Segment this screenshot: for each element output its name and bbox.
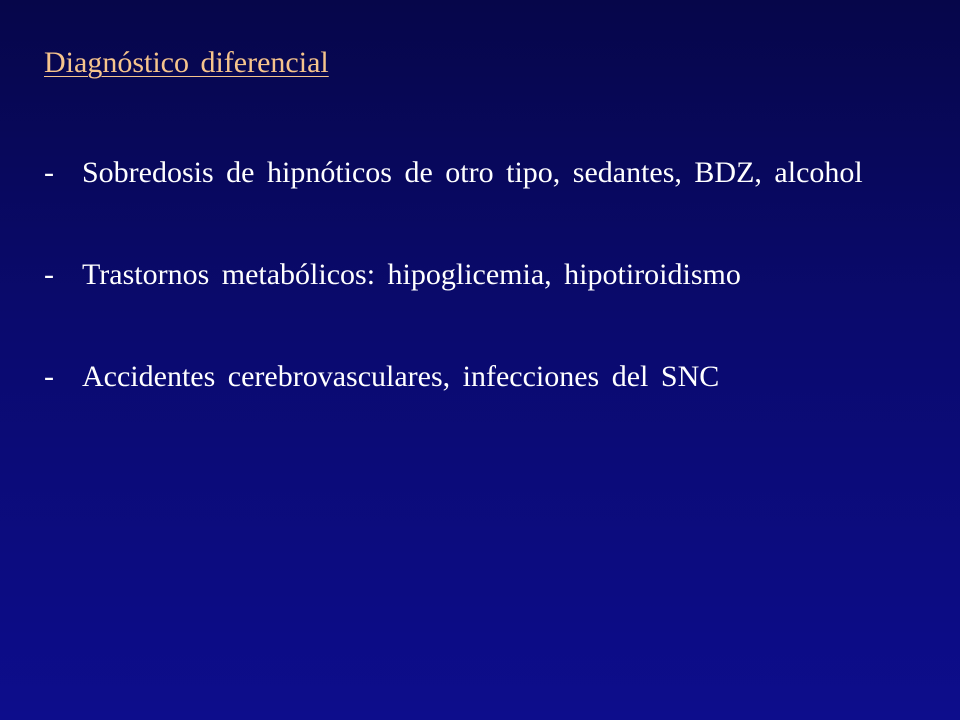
bullet-text: Trastornos metabólicos: hipoglicemia, hipotiroidismo	[82, 258, 741, 291]
bullet-marker: -	[44, 258, 54, 291]
bullet-text: Accidentes cerebrovasculares, infecciones del SNC	[82, 360, 720, 393]
bullet-item	[44, 256, 924, 294]
bullet-list	[44, 154, 924, 460]
bullet-item	[44, 154, 924, 192]
bullet-item	[44, 358, 924, 396]
bullet-marker: -	[44, 156, 54, 189]
slide-title: Diagnóstico diferencial	[44, 46, 329, 79]
bullet-text: Sobredosis de hipnóticos de otro tipo, sedantes, BDZ, alcohol	[82, 156, 863, 189]
bullet-marker: -	[44, 360, 54, 393]
